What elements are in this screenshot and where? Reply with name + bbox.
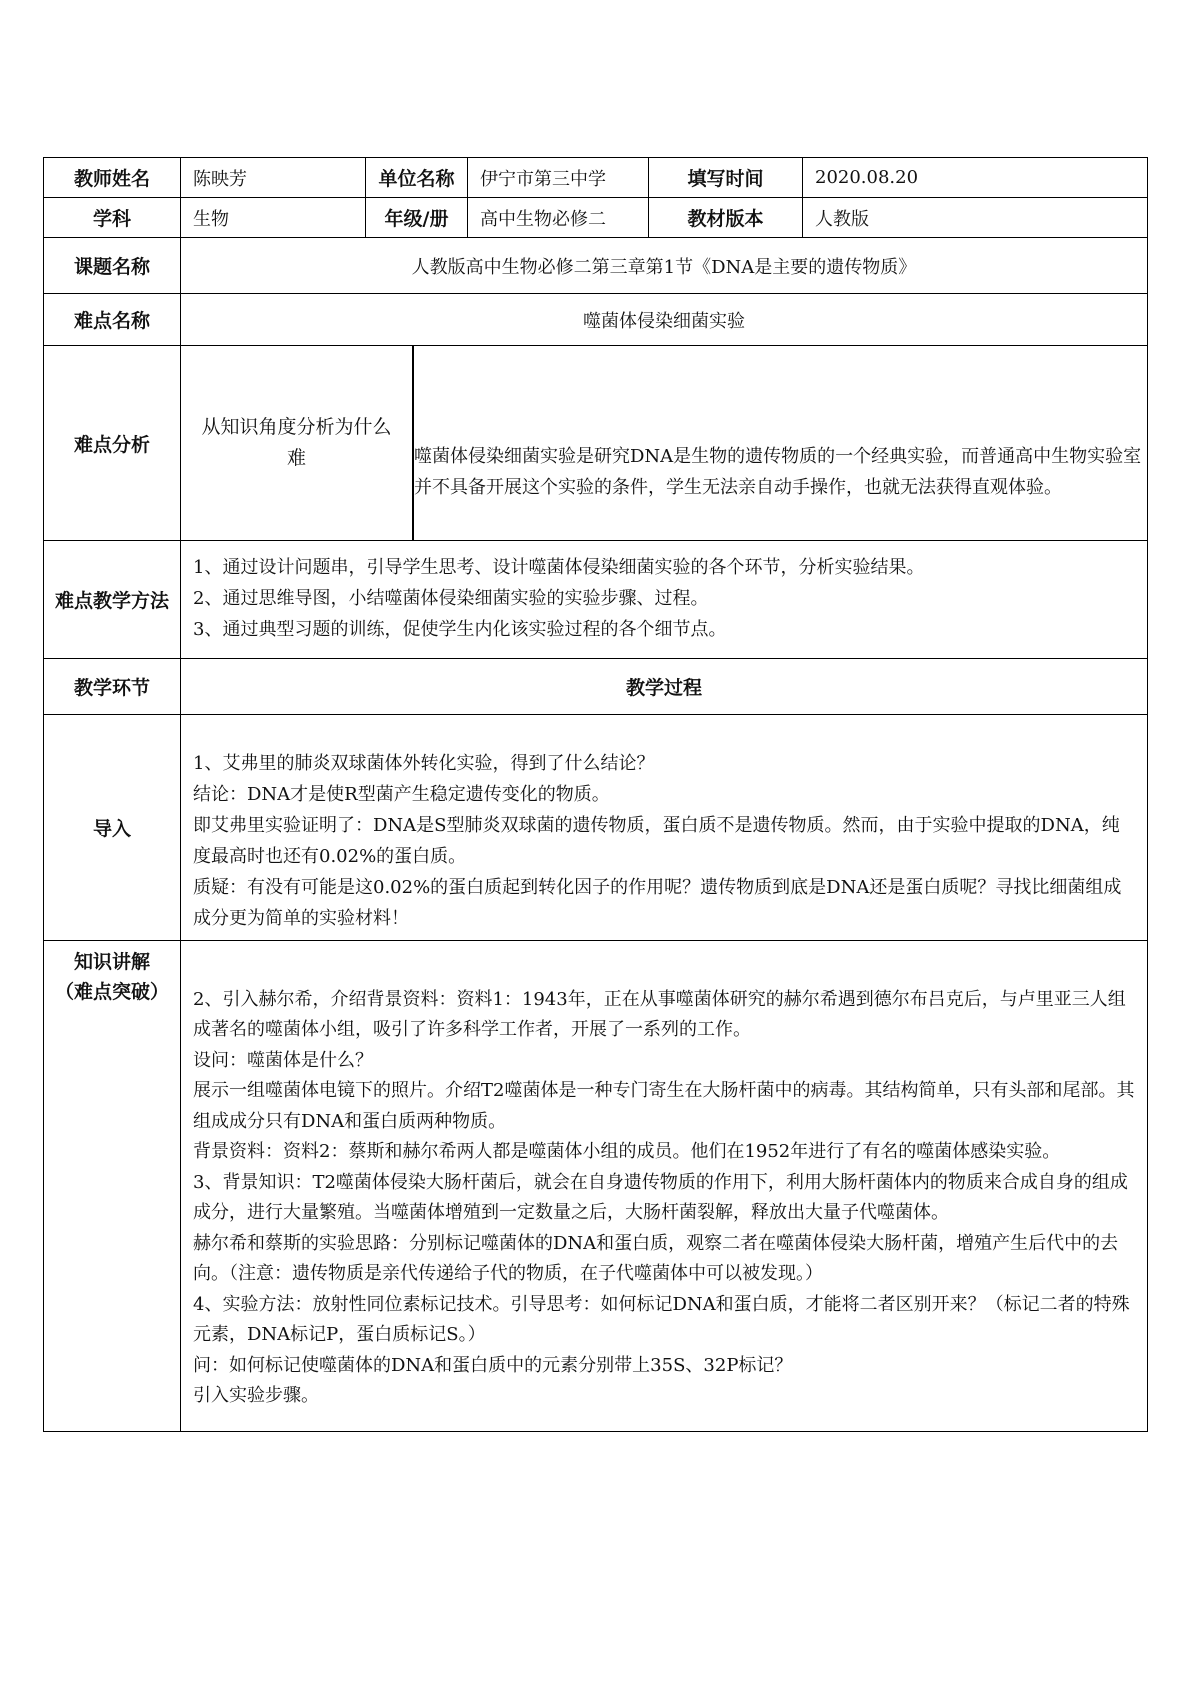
process-label: 教学过程 — [181, 659, 1148, 715]
unit-value: 伊宁市第三中学 — [468, 158, 649, 198]
knowledge-line: 2、引入赫尔希，介绍背景资料：资料1：1943年，正在从事噬菌体研究的赫尔希遇到德尔布吕克后，与卢里亚三人组成著名的噬菌体小组，吸引了许多科学工作者，开展了一系列的工作。 — [193, 988, 1126, 1040]
teacher-label: 教师姓名 — [44, 158, 181, 198]
intro-row — [44, 715, 1148, 941]
intro-line: 1、艾弗里的肺炎双球菌体外转化实验，得到了什么结论？ — [193, 752, 655, 774]
analysis-text: 噬菌体侵染细菌实验是研究DNA是生物的遗传物质的一个经典实验，而普通高中生物实验室并不具备开展这个实验的条件，学生无法亲自动手操作，也就无法获得直观体验。 — [414, 446, 1142, 498]
topic-value: 人教版高中生物必修二第三章第1节《DNA是主要的遗传物质》 — [181, 238, 1148, 294]
process-header-row — [44, 659, 1148, 715]
subject-label: 学科 — [44, 198, 181, 238]
difficulty-value: 噬菌体侵染细菌实验 — [181, 294, 1148, 346]
grade-value: 高中生物必修二 — [468, 198, 649, 238]
edition-label: 教材版本 — [649, 198, 803, 238]
header-row-2 — [44, 198, 1148, 238]
knowledge-line: 3、背景知识：T2噬菌体侵染大肠杆菌后，就会在自身遗传物质的作用下，利用大肠杆菌体内的物质来合成自身的组成成分，进行大量繁殖。当噬菌体增殖到一定数量之后，大肠杆菌裂解，释放出大量子代噬菌体。 — [193, 1171, 1128, 1223]
intro-line: 即艾弗里实验证明了：DNA是S型肺炎双球菌的遗传物质，蛋白质不是遗传物质。然而，由于实验中提取的DNA，纯度最高时也还有0.02%的蛋白质。 — [193, 814, 1120, 867]
grade-label: 年级/册 — [366, 198, 468, 238]
edition-value: 人教版 — [803, 198, 1148, 238]
topic-label: 课题名称 — [44, 238, 181, 294]
methods-item: 1、通过设计问题串，引导学生思考、设计噬菌体侵染细菌实验的各个环节，分析实验结果。 — [193, 557, 925, 578]
methods-list — [181, 541, 1148, 659]
header-row-1 — [44, 158, 1148, 198]
unit-label: 单位名称 — [366, 158, 468, 198]
date-value: 2020.08.20 — [803, 158, 1148, 198]
analysis-label: 难点分析 — [44, 346, 181, 541]
teacher-value: 陈映芳 — [181, 158, 366, 198]
intro-label: 导入 — [44, 715, 181, 941]
analysis-cell — [181, 346, 1148, 541]
knowledge-label-line1: 知识讲解 — [73, 951, 150, 973]
methods-item: 3、通过典型习题的训练，促使学生内化该实验过程的各个细节点。 — [193, 619, 727, 640]
knowledge-label-line2: （难点突破） — [54, 981, 169, 1003]
knowledge-line: 4、实验方法：放射性同位素标记技术。引导思考：如何标记DNA和蛋白质，才能将二者区别开来？（标记二者的特殊元素，DNA标记P，蛋白质标记S。） — [193, 1293, 1130, 1345]
date-label: 填写时间 — [649, 158, 803, 198]
methods-label: 难点教学方法 — [44, 541, 181, 659]
intro-text — [181, 715, 1148, 941]
analysis-sub-label: 从知识角度分析为什么难 — [181, 346, 413, 540]
topic-row — [44, 238, 1148, 294]
knowledge-line: 展示一组噬菌体电镜下的照片。介绍T2噬菌体是一种专门寄生在大肠杆菌中的病毒。其结构简单，只有头部和尾部。其组成成分只有DNA和蛋白质两种物质。 — [193, 1080, 1135, 1132]
analysis-split — [181, 346, 1147, 540]
intro-line: 质疑：有没有可能是这0.02%的蛋白质起到转化因子的作用呢？遗传物质到底是DNA还是蛋白质呢？寻找比细菌组成成分更为简单的实验材料！ — [193, 876, 1122, 929]
knowledge-line: 背景资料：资料2：蔡斯和赫尔希两人都是噬菌体小组的成员。他们在1952年进行了有名的噬菌体感染实验。 — [193, 1141, 1061, 1162]
stage-label: 教学环节 — [44, 659, 181, 715]
knowledge-line: 问：如何标记使噬菌体的DNA和蛋白质中的元素分别带上35S、32P标记？ — [193, 1354, 793, 1376]
knowledge-line: 赫尔希和蔡斯的实验思路：分别标记噬菌体的DNA和蛋白质，观察二者在噬菌体侵染大肠杆菌，增殖产生后代中的去向。（注意：遗传物质是亲代传递给子代的物质，在子代噬菌体中可以被发现。） — [193, 1232, 1119, 1284]
knowledge-line: 设问：噬菌体是什么？ — [193, 1049, 373, 1071]
knowledge-row — [44, 941, 1148, 1432]
knowledge-label — [44, 941, 181, 1432]
subject-value: 生物 — [181, 198, 366, 238]
methods-item: 2、通过思维导图，小结噬菌体侵染细菌实验的实验步骤、过程。 — [193, 588, 709, 609]
difficulty-row — [44, 294, 1148, 346]
knowledge-line: 引入实验步骤。 — [193, 1385, 319, 1406]
methods-row — [44, 541, 1148, 659]
intro-line: 结论：DNA才是使R型菌产生稳定遗传变化的物质。 — [193, 783, 610, 805]
difficulty-label: 难点名称 — [44, 294, 181, 346]
lesson-plan-table — [43, 157, 1148, 1432]
knowledge-text — [181, 941, 1148, 1432]
analysis-row — [44, 346, 1148, 541]
